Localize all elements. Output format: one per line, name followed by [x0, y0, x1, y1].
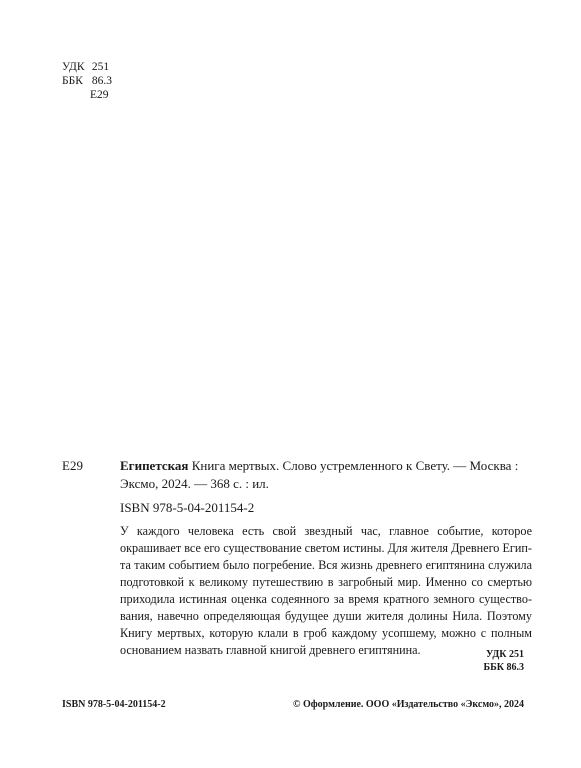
bbk-row [62, 74, 112, 88]
bbk-bottom: ББК 86.3 [483, 662, 524, 673]
entry-author-code: Е29 [62, 458, 83, 473]
annotation-line: та таким событием было погребение. Вся жизнь древнего египтянина служила [120, 558, 532, 572]
entry-author-mark: Египетская [120, 458, 189, 473]
entry-line-1 [120, 457, 532, 475]
author-code-top: Е29 [90, 89, 109, 101]
entry-isbn: ISBN 978-5-04-201154-2 [120, 500, 255, 515]
classification-block-top [62, 60, 112, 102]
bibliographic-entry [120, 457, 532, 493]
annotation-line: Книгу мертвых, которую клали в гроб каждому усопшему, можно с полным [120, 626, 532, 640]
annotation-line: подготовкой к великому путешествию в загробный мир. Именно со смертью [120, 575, 532, 589]
annotation-line: вания, навечно определяющая будущее души жителя долины Нила. Поэтому [120, 609, 532, 623]
bbk-value: 86.3 [91, 75, 112, 87]
entry-title: Книга мертвых. Слово устремленного к Свету. — Москва : [188, 458, 519, 473]
classification-block-bottom [484, 648, 524, 674]
annotation-line: окрашивает все его существование светом истины. Для жителя Древнего Егип- [120, 541, 532, 555]
annotation-line: приходила истинная оценка содеянного за время кратного земного существо- [120, 592, 532, 606]
annotation-line: основанием назвать главной книгой древнего египтянина. [120, 643, 421, 657]
udk-bottom: УДК 251 [486, 649, 524, 660]
udk-row [62, 60, 112, 74]
footer-copyright: © Оформление. ООО «Издательство «Эксмо», 2024 [293, 699, 524, 710]
annotation-line: У каждого человека есть свой звездный час, главное событие, которое [120, 524, 532, 538]
footer-isbn: ISBN 978-5-04-201154-2 [62, 699, 166, 710]
bbk-label: ББК [62, 75, 83, 87]
entry-line-2: Эксмо, 2024. — 368 с. : ил. [120, 476, 269, 491]
annotation [120, 523, 532, 659]
udk-value: 251 [91, 61, 110, 73]
udk-label: УДК [62, 61, 85, 73]
